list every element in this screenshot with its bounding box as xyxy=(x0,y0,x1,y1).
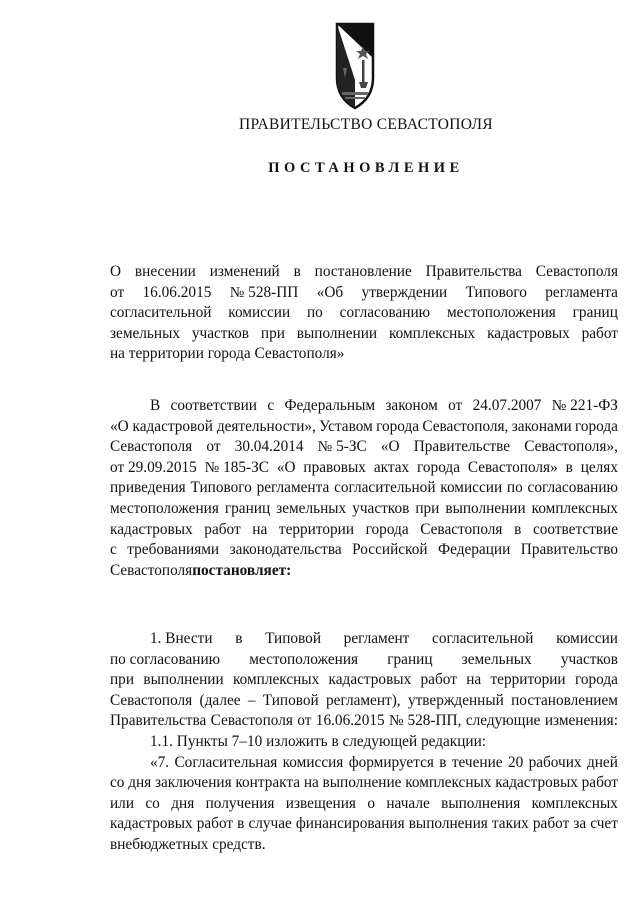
subject-line: на территории города Севастополя» xyxy=(110,345,345,363)
preamble-line: «О кадастровой деятельности», Уставом города Севастополя, законами города xyxy=(110,417,618,435)
body-line: Севастополя (далее – Типовой регламент), утвержденный постановлением xyxy=(110,691,618,709)
body-line: 1. Внести в Типовой регламент согласительной комиссии xyxy=(150,630,618,647)
resolves-keyword: постановляет: xyxy=(192,561,292,579)
preamble-line: Севастополя от 30.04.2014 № 5-ЗС «О Правительстве Севастополя», xyxy=(110,438,618,456)
preamble-line: с требованиями законодательства Российской Федерации Правительство xyxy=(110,541,618,559)
body-line: кадастровых работ в случае финансирования выполнения таких работ за счет xyxy=(110,815,618,833)
subject-line: О внесении изменений в постановление Правительства Севастополя xyxy=(110,263,618,280)
preamble-paragraph xyxy=(110,396,618,581)
organization-title: ПРАВИТЕЛЬСТВО СЕВАСТОПОЛЯ xyxy=(239,116,493,133)
coat-of-arms-icon xyxy=(333,18,377,110)
preamble-line: Севастополя постановляет: xyxy=(110,561,618,582)
document-subject xyxy=(110,262,618,365)
body-line: со дня заключения контракта на выполнение комплексных кадастровых работ xyxy=(110,774,618,792)
preamble-line: кадастровых работ на территории города Севастополя в соответствие xyxy=(110,520,618,538)
body-line: при выполнении комплексных кадастровых работ на территории города xyxy=(110,671,618,689)
body-line: 1.1. Пункты 7–10 изложить в следующей редакции: xyxy=(150,732,487,750)
preamble-line: приведения Типового регламента согласительной комиссии по согласованию xyxy=(110,479,618,497)
body-line: «7. Согласительная комиссия формируется в течение 20 рабочих дней xyxy=(150,753,618,771)
preamble-line: местоположения границ земельных участков при выполнении комплексных xyxy=(110,499,618,517)
subject-line: согласительной комиссии по согласованию местоположения границ xyxy=(110,304,618,322)
preamble-line: В соответствии с Федеральным законом от 24.07.2007 № 221-ФЗ xyxy=(150,397,618,414)
resolution-body xyxy=(110,629,618,856)
body-line: по согласованию местоположения границ земельных участков xyxy=(110,650,618,668)
subject-line: от 16.06.2015 № 528-ПП «Об утверждении Типового регламента xyxy=(110,283,618,301)
body-line: или со дня получения извещения о начале выполнения комплексных xyxy=(110,794,618,812)
body-line: Правительства Севастополя от 16.06.2015 № 528-ПП, следующие изменения: xyxy=(110,712,618,730)
document-type: ПОСТАНОВЛЕНИЕ xyxy=(268,160,464,176)
subject-line: земельных участков при выполнении комплексных кадастровых работ xyxy=(110,324,618,342)
body-line: внебюджетных средств. xyxy=(110,835,266,853)
preamble-line: от 29.09.2015 № 185-ЗС «О правовых актах города Севастополя» в целях xyxy=(110,458,618,476)
